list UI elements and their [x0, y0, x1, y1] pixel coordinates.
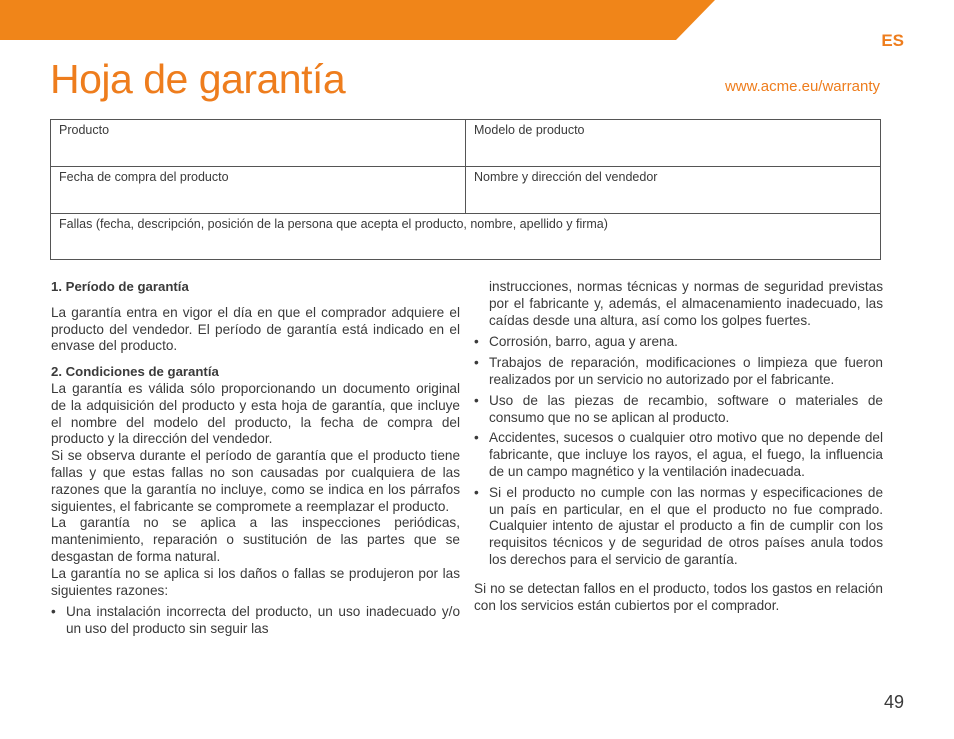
orange-header-band [0, 0, 954, 40]
list-item-text: Si el producto no cumple con las normas y especificaciones de un país en particular, en el que el producto no fue comprado. Cualquier intento de ajustar el producto a fin de cumplir con los requisitos técnicos y de seguridad de otros países anula todos los derechos para el servicio de garantía. [489, 484, 883, 567]
list-item [474, 393, 883, 427]
list-item-text: Trabajos de reparación, modificaciones o limpieza que fueron realizados por un servicio no autorizado por el fabricante. [489, 355, 883, 387]
list-item [474, 485, 883, 569]
bullet-icon: • [474, 334, 479, 350]
paragraph: La garantía no se aplica si los daños o fallas se produjeron por las siguientes razones: [51, 565, 460, 598]
bullet-icon: • [474, 355, 479, 371]
right-column [474, 279, 883, 614]
list-item [474, 430, 883, 480]
bullet-icon: • [474, 392, 479, 408]
form-faults-field[interactable]: Fallas (fecha, descripción, posición de la persona que acepta el producto, nombre, apellido y firma) [59, 217, 608, 231]
paragraph: Si se observa durante el período de garantía que el producto tiene fallas y que estas fallas no son causadas por cualquiera de las razones que la garantía no incluye, como se indica en los párrafos siguientes, el fabricante se compromete a reemplazar el producto. [51, 448, 460, 514]
paragraph: La garantía no se aplica a las inspecciones periódicas, mantenimiento, reparación o sustitución de las partes que se desgastan de forma natural. [51, 515, 460, 564]
warranty-form-table [50, 119, 881, 260]
list-item [51, 604, 460, 638]
bullet-icon: • [474, 430, 479, 446]
page-number: 49 [883, 692, 904, 712]
warranty-url-link[interactable]: www.acme.eu/warranty [724, 78, 880, 95]
page-title: Hoja de garantía [50, 56, 346, 102]
section-heading: 1. Período de garantía [51, 279, 189, 294]
list-item-text: Accidentes, sucesos o cualquier otro motivo que no depende del fabricante, que incluye los rayos, el agua, el fuego, la influencia de un campo magnético y la ventilación inadecuada. [489, 430, 883, 479]
paragraph: La garantía entra en vigor el día en que el comprador adquiere el producto del vendedor. El período de garantía está indicado en el envase del producto. [51, 304, 460, 354]
closing-paragraph: Si no se detectan fallos en el producto, todos los gastos en relación con los servicios están cubiertos por el comprador. [474, 580, 883, 613]
form-model-field[interactable]: Modelo de producto [474, 123, 585, 137]
form-column-divider [465, 120, 466, 213]
paragraph: La garantía es válida sólo proporcionando un documento original de la adquisición del producto y esta hoja de garantía, que incluye el nombre del modelo del producto, la fecha de compra del producto y la dirección del vendedor. [51, 380, 460, 447]
list-item [474, 334, 883, 351]
list-item-text: Corrosión, barro, agua y arena. [489, 334, 678, 350]
form-seller-field[interactable]: Nombre y dirección del vendedor [474, 170, 658, 184]
list-item [474, 355, 883, 389]
form-purchase-date-field[interactable]: Fecha de compra del producto [59, 170, 229, 184]
bullet-icon: • [474, 484, 479, 500]
list-item-text: Uso de las piezas de recambio, software o materiales de consumo que no se aplican al producto. [489, 392, 883, 425]
bullet-icon: • [51, 604, 56, 620]
list-item-text: instrucciones, normas técnicas y normas de seguridad previstas por el fabricante y, además, el almacenamiento inadecuado, las caídas desde una altura, así como los golpes fuertes. [489, 279, 883, 328]
section-heading: 2. Condiciones de garantía [51, 364, 219, 380]
language-code: ES [881, 31, 904, 50]
left-column [51, 279, 460, 638]
list-item-continued [474, 279, 883, 329]
list-item-text: Una instalación incorrecta del producto, un uso inadecuado y/o un uso del producto sin seguir las [66, 604, 460, 637]
form-product-field[interactable]: Producto [59, 123, 110, 137]
